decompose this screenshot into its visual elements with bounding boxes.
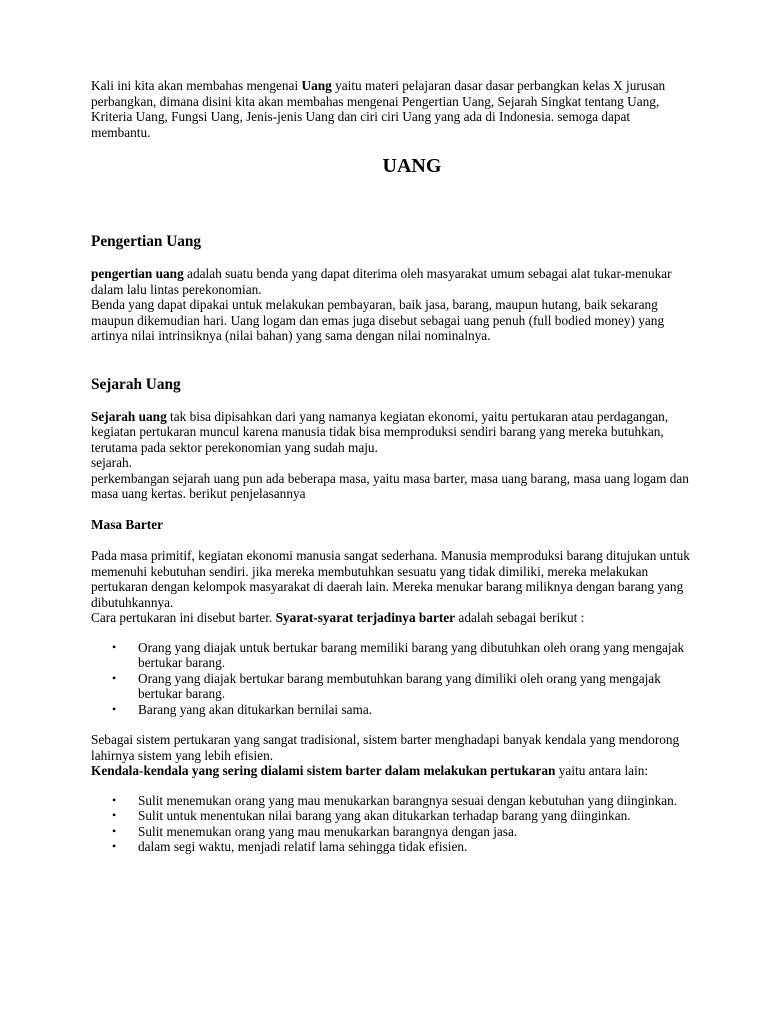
list-item-text: Orang yang diajak untuk bertukar barang memiliki barang yang dibutuhkan oleh orang yang mengajak bertukar barang. — [138, 639, 685, 670]
list-item-text: Orang yang diajak bertukar barang membutuhkan barang yang dimiliki oleh orang yang mengajak bertukar barang. — [138, 670, 661, 701]
list-item — [91, 671, 691, 702]
sejarah-paragraph-1 — [91, 409, 691, 456]
intro-bold: Uang — [301, 78, 332, 93]
subsection-heading-barter: Masa Barter — [91, 516, 163, 532]
barter-syarat-term: Syarat-syarat terjadinya barter — [275, 610, 456, 625]
barter-paragraph-4 — [91, 763, 691, 779]
list-item-text: Sulit untuk menentukan nilai barang yang akan ditukarkan terhadap barang yang diinginkan. — [138, 808, 631, 823]
barter-kendala-term: Kendala-kendala yang sering dialami sistem barter dalam melakukan pertukaran — [91, 763, 556, 778]
list-item — [91, 824, 691, 840]
intro-paragraph — [91, 78, 691, 140]
bullet-icon: • — [112, 823, 117, 838]
barter-kendala-text: yaitu antara lain: — [555, 763, 649, 778]
section-heading-sejarah: Sejarah Uang — [91, 375, 181, 393]
barter-paragraph-3: Sebagai sistem pertukaran yang sangat tradisional, sistem barter menghadapi banyak kendala yang mendorong lahirnya sistem yang lebih efisien. — [91, 732, 680, 763]
bullet-icon: • — [112, 808, 117, 822]
bullet-icon: • — [112, 701, 117, 716]
bullet-icon: • — [112, 639, 117, 654]
sejarah-term: Sejarah uang — [91, 408, 167, 424]
list-item — [91, 640, 691, 671]
list-item — [91, 702, 691, 718]
sejarah-paragraph-2: sejarah. — [91, 455, 132, 470]
list-item — [91, 839, 691, 855]
barter-text: Cara pertukaran ini disebut barter. — [91, 610, 276, 625]
barter-text-rest: adalah sebagai berikut : — [455, 610, 585, 625]
bullet-icon: • — [112, 792, 117, 807]
barter-paragraph-2 — [91, 610, 691, 626]
list-item-text: Barang yang akan ditukarkan bernilai sama. — [138, 701, 373, 717]
list-item-text: Sulit menemukan orang yang mau menukarkan barangnya sesuai dengan kebutuhan yang diinginkan. — [138, 792, 678, 808]
list-item — [91, 793, 691, 809]
kendala-list — [91, 793, 691, 855]
barter-paragraph-1: Pada masa primitif, kegiatan ekonomi manusia sangat sederhana. Manusia memproduksi barang ditujukan untuk memenuhi kebutuhan sendiri. jika mereka membutuhkan sesuatu yang tidak dimiliki, mereka melakukan pertukaran dengan kelompok masyarakat di daerah lain. Mereka menukar barang miliknya dengan barang yang dibutuhkannya. — [91, 548, 690, 610]
list-item — [91, 808, 691, 824]
bullet-icon: • — [112, 670, 117, 685]
section-heading-pengertian: Pengertian Uang — [91, 233, 202, 250]
intro-text: Kali ini kita akan membahas mengenai — [91, 78, 302, 93]
pengertian-term: pengertian uang — [91, 266, 184, 281]
pengertian-paragraph-2: Benda yang dapat dipakai untuk melakukan pembayaran, baik jasa, barang, maupun hutang, baik sekarang maupun dikemudian hari. Uang logam dan emas juga disebut sebagai uang penuh (full bodied money) yang artinya nilai intrinsiknya (nilai bahan) yang sama dengan nilai nominalnya. — [91, 297, 665, 343]
sejarah-paragraph-3: perkembangan sejarah uang pun ada beberapa masa, yaitu masa barter, masa uang barang, masa uang logam dan masa uang kertas. berikut penjelasannya — [91, 470, 689, 501]
pengertian-paragraph-1 — [91, 266, 691, 297]
list-item-text: Sulit menemukan orang yang mau menukarkan barangnya dengan jasa. — [138, 823, 518, 839]
list-item-text: dalam segi waktu, menjadi relatif lama sehingga tidak efisien. — [138, 839, 468, 854]
document-title: UANG — [382, 155, 442, 177]
syarat-list — [91, 640, 691, 718]
document-body — [91, 78, 691, 855]
bullet-icon: • — [112, 839, 117, 853]
intro-text-rest: yaitu materi pelajaran dasar dasar perbangkan kelas X jurusan perbangkan, dimana disini kita akan membahas mengenai Pengertian Uang, Sejarah Singkat tentang Uang, Kriteria Uang, Fungsi Uang, Jenis-jenis Uang dan ciri ciri Uang yang ada di Indonesia. semoga dapat membantu. — [91, 78, 666, 140]
sejarah-text: tak bisa dipisahkan dari yang namanya kegiatan ekonomi, yaitu pertukaran atau perdagangan, kegiatan pertukaran muncul karena manusia tidak bisa memproduksi sendiri barang yang mereka butuhkan, terutama pada sektor perekonomian yang sudah maju. — [91, 408, 669, 455]
pengertian-text: adalah suatu benda yang dapat diterima oleh masyarakat umum sebagai alat tukar-menukar dalam lalu lintas perekonomian. — [91, 266, 672, 297]
